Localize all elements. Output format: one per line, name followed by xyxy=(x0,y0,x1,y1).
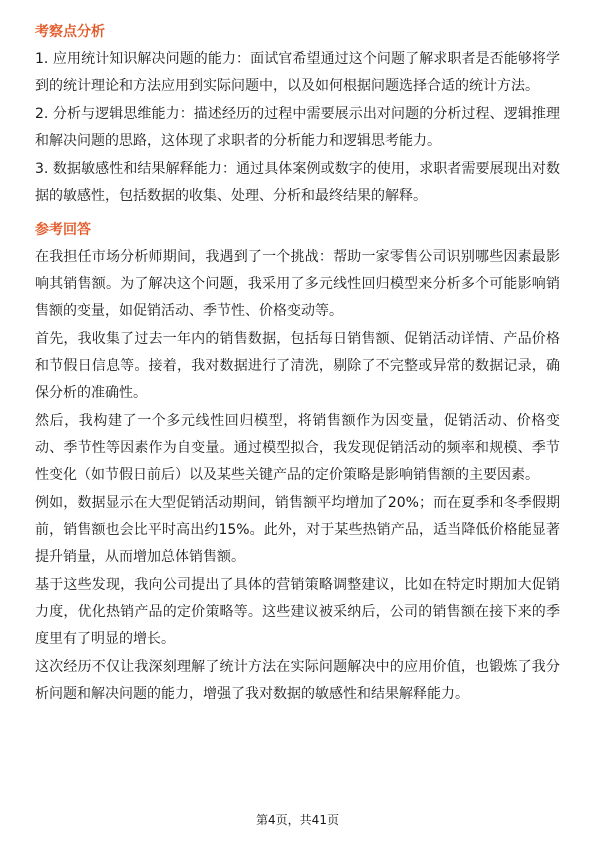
page-number-footer: 第4页，共41页 xyxy=(256,813,339,827)
answer-paragraph-5: 基于这些发现，我向公司提出了具体的营销策略调整建议，比如在特定时期加大促销力度，优化热销产品的定价策略等。这些建议被采纳后，公司的销售额在接下来的季度里有了明显的增长。 xyxy=(35,577,560,647)
answer-paragraph-3: 然后，我构建了一个多元线性回归模型，将销售额作为因变量，促销活动、价格变动、季节性等因素作为自变量。通过模型拟合，我发现促销活动的频率和规模、季节性变化（如节假日前后）以及某些关键产品的定价策略是影响销售额的主要因素。 xyxy=(35,413,560,483)
answer-paragraph-1: 在我担任市场分析师期间，我遇到了一个挑战：帮助一家零售公司识别哪些因素最影响其销售额。为了解决这个问题，我采用了多元线性回归模型来分析多个可能影响销售额的变量，如促销活动、季节性、价格变动等。 xyxy=(35,249,560,319)
section-title-analysis: 考察点分析 xyxy=(35,24,105,40)
answer-paragraph-6: 这次经历不仅让我深刻理解了统计方法在实际问题解决中的应用价值，也锻炼了我分析问题和解决问题的能力，增强了我对数据的敏感性和结果解释能力。 xyxy=(35,659,560,702)
analysis-point-3: 3. 数据敏感性和结果解释能力：通过具体案例或数字的使用，求职者需要展现出对数据的敏感性，包括数据的收集、处理、分析和最终结果的解释。 xyxy=(35,161,560,204)
analysis-point-2: 2. 分析与逻辑思维能力：描述经历的过程中需要展示出对问题的分析过程、逻辑推理和解决问题的思路，这体现了求职者的分析能力和逻辑思考能力。 xyxy=(35,106,560,149)
answer-paragraph-2: 首先，我收集了过去一年内的销售数据，包括每日销售额、促销活动详情、产品价格和节假日信息等。接着，我对数据进行了清洗，剔除了不完整或异常的数据记录，确保分析的准确性。 xyxy=(35,331,560,401)
analysis-point-1: 1. 应用统计知识解决问题的能力：面试官希望通过这个问题了解求职者是否能够将学到的统计理论和方法应用到实际问题中，以及如何根据问题选择合适的统计方法。 xyxy=(35,51,560,94)
section-analysis xyxy=(35,20,560,210)
document-page xyxy=(35,20,560,709)
section-title-reference: 参考回答 xyxy=(35,222,91,238)
answer-paragraph-4: 例如，数据显示在大型促销活动期间，销售额平均增加了20%；而在夏季和冬季假期前，销售额也会比平时高出约15%。此外，对于某些热销产品，适当降低价格能显著提升销量，从而增加总体销售额。 xyxy=(35,495,560,565)
section-reference-answer xyxy=(35,218,560,708)
